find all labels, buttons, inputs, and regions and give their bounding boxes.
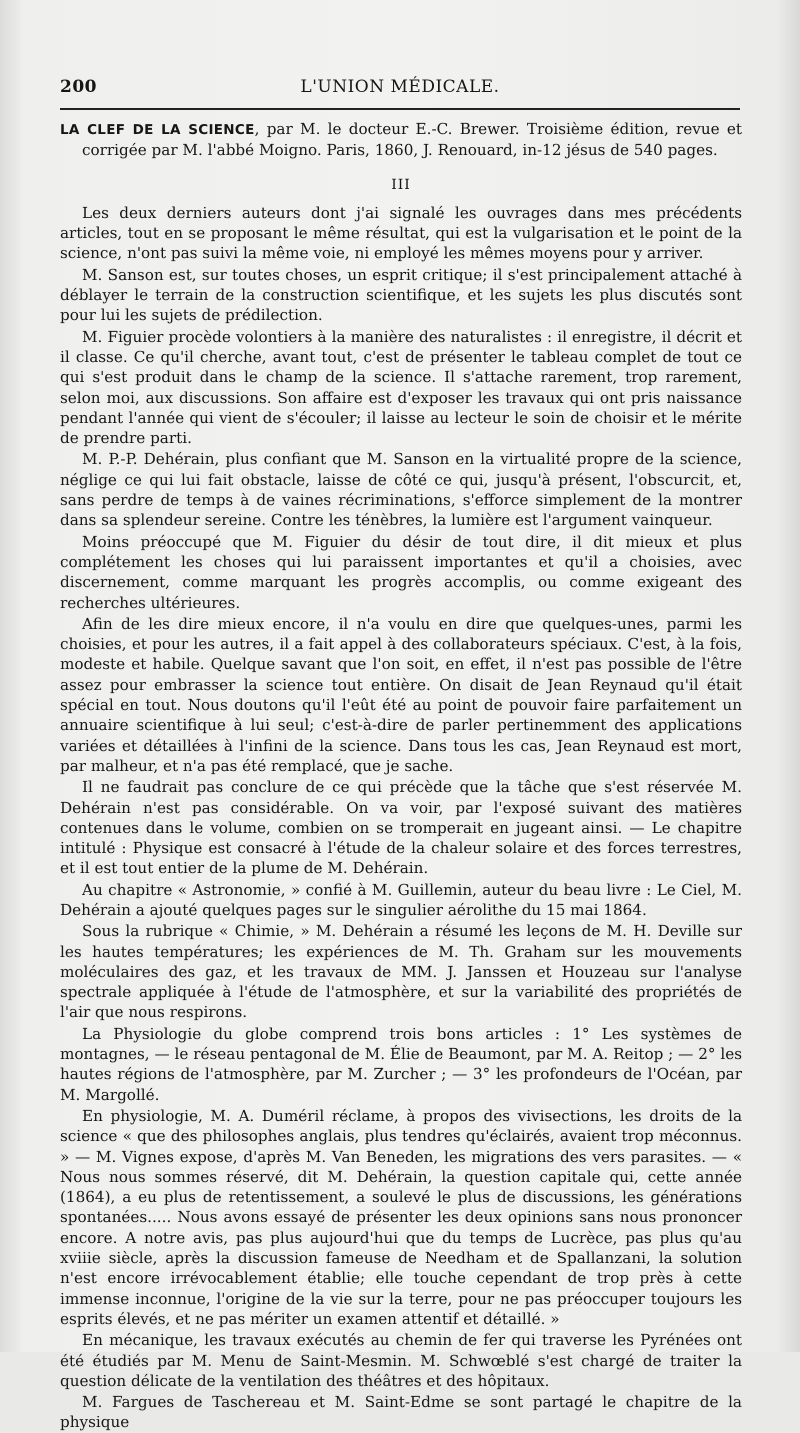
article-body [60,119,742,1433]
paragraph: En physiologie, M. A. Duméril réclame, à propos des vivisections, les droits de la science « que des philosophes anglais, plus tendres qu'éclairés, avaient trop méconnus. » — M. Vignes expose, d'après M. Van Beneden, les migrations des vers parasites. — « Nous nous sommes réservé, dit M. Dehérain, la question capitale qui, cette année (1864), a eu plus de retentissement, a soulevé le plus de discussions, les générations spontanées..... Nous avons essayé de présenter les deux opinions sans nous prononcer encore. A notre avis, pas plus aujourd'hui que du temps de Lucrèce, pas plus qu'au xviiie siècle, après la discussion fameuse de Needham et de Spallanzani, la solution n'est encore irrévocablement établie; elle touche cependant de trop près à cette immense inconnue, l'origine de la vie sur la terre, pour ne pas préoccuper toujours les esprits élevés, et ne pas mériter un examen attentif et détaillé. » [60,1106,742,1328]
paragraph: M. Fargues de Taschereau et M. Saint-Edme se sont partagé le chapitre de la physique [60,1393,742,1432]
page-number: 200 [60,77,97,97]
paragraph: La Physiologie du globe comprend trois bons articles : 1° Les systèmes de montagnes, — le réseau pentagonal de M. Élie de Beaumont, par M. A. Reitop ; — 2° les hautes régions de l'atmosphère, par M. Zurcher ; — 3° les profondeurs de l'Océan, par M. Margollé. [60,1024,742,1104]
book-details: , par M. le docteur E.-C. Brewer. Troisième édition, revue et corrigée par M. l'abbé Moigno. Paris, 1860, J. Renouard, in-12 jésus de 540 pages. [82,120,742,160]
paragraph: Les deux derniers auteurs dont j'ai signalé les ouvrages dans mes précédents articles, tout en se proposant le même résultat, qui est la vulgarisation et le point de la science, n'ont pas suivi la même voie, ni employé les mêmes moyens pour y arriver. [60,203,742,263]
paragraph: M. Figuier procède volontiers à la manière des naturalistes : il enregistre, il décrit et il classe. Ce qu'il cherche, avant tout, c'est de présenter le tableau complet de tout ce qui s'est produit dans le champ de la science. Il s'attache rarement, trop rarement, selon moi, aux discussions. Son affaire est d'exposer les travaux qui ont pris naissance pendant l'année qui vient de s'écouler; il laisse au lecteur le soin de choisir et le mérite de prendre parti. [60,327,742,448]
paragraph: Il ne faudrait pas conclure de ce qui précède que la tâche que s'est réservée M. Dehérain n'est pas considérable. On va voir, par l'exposé suivant des matières contenues dans le volume, combien on se tromperait en jugeant ainsi. — Le chapitre intitulé : Physique est consacré à l'étude de la chaleur solaire et des forces terrestres, et il est tout entier de la plume de M. Dehérain. [60,778,742,878]
header-rule [60,108,740,110]
section-number: III [391,176,411,193]
running-header [60,77,740,103]
paragraph: Au chapitre « Astronomie, » confié à M. Guillemin, auteur du beau livre : Le Ciel, M. Dehérain a ajouté quelques pages sur le singulier aérolithe du 15 mai 1864. [60,880,742,919]
journal-title: L'UNION MÉDICALE. [300,77,500,97]
paragraph: M. Sanson est, sur toutes choses, un esprit critique; il s'est principalement attaché à déblayer le terrain de la construction scientifique, et les sujets les plus discutés sont pour lui les sujets de prédilection. [60,265,742,325]
bibliographic-entry [60,119,742,161]
paragraph: En mécanique, les travaux exécutés au chemin de fer qui traverse les Pyrénées ont été étudiés par M. Menu de Saint-Mesmin. M. Schwœblé s'est chargé de traiter la question délicate de la ventilation des théâtres et des hôpitaux. [60,1331,742,1390]
paragraph: Sous la rubrique « Chimie, » M. Dehérain a résumé les leçons de M. H. Deville sur les hautes températures; les expériences de M. Th. Graham sur les mouvements moléculaires des gaz, et les travaux de MM. J. Janssen et Houzeau sur l'analyse spectrale appliquée à l'étude de l'atmosphère, et sur la variabilité des propriétés de l'air que nous respirons. [60,922,742,1022]
paragraph: Moins préoccupé que M. Figuier du désir de tout dire, il dit mieux et plus complétement les choses qui lui paraissent importantes et qu'il a choisies, avec discernement, comme marquant les progrès accomplis, ou comme exigeant des recherches ultérieures. [60,532,742,612]
paragraph: M. P.-P. Dehérain, plus confiant que M. Sanson en la virtualité propre de la science, néglige ce qui lui fait obstacle, laisse de côté ce qui, jusqu'à présent, l'obscurcit, et, sans perdre de temps à de vaines récriminations, s'efforce simplement de la montrer dans sa splendeur sereine. Contre les ténèbres, la lumière est l'argument vainqueur. [60,450,742,530]
book-title: LA CLEF DE LA SCIENCE [60,122,255,138]
paragraph: Afin de les dire mieux encore, il n'a voulu en dire que quelques-unes, parmi les choisies, et pour les autres, il a fait appel à des collaborateurs spéciaux. C'est, à la fois, modeste et habile. Quelque savant que l'on soit, en effet, il n'est pas possible de l'être assez pour embrasser la science tout entière. On disait de Jean Reynaud qu'il était spécial en tout. Nous doutons qu'il l'eût été au point de pouvoir faire parfaitement un annuaire scientifique à lui seul; c'est-à-dire de parler pertinemment des applications variées et détaillées à l'infini de la science. Dans tous les cas, Jean Reynaud est mort, par malheur, et n'a pas été remplacé, que je sache. [60,614,742,775]
